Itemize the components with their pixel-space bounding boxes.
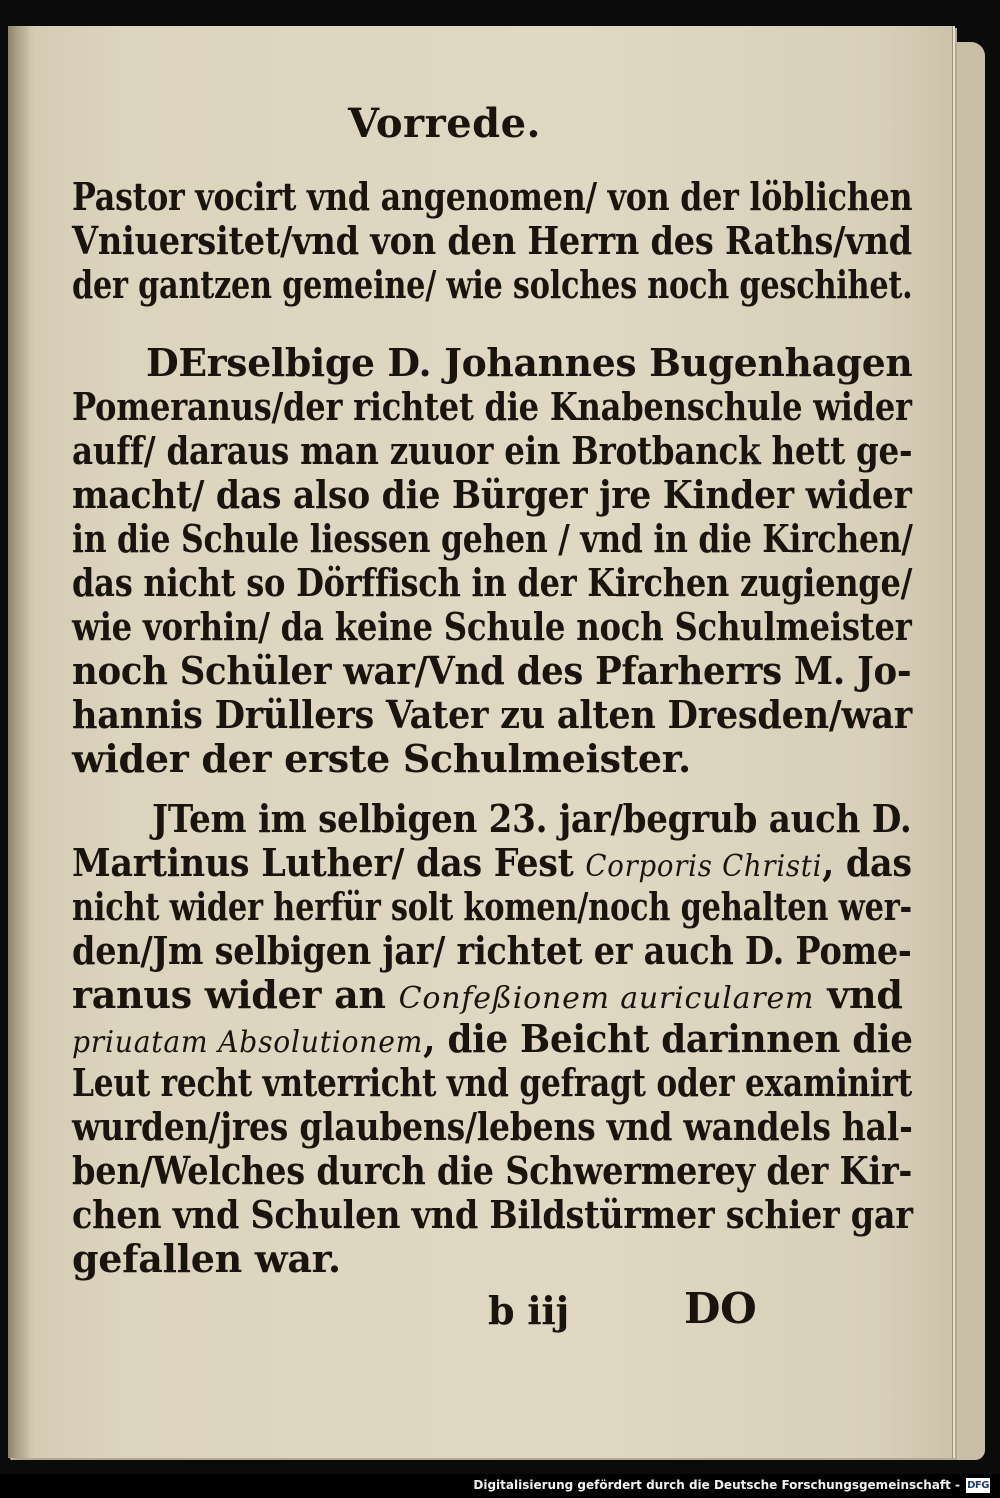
text-line-mixed	[72, 1016, 913, 1061]
latin-phrase: Corporis Christi	[585, 849, 823, 884]
text-line: gefallen war.	[72, 1236, 341, 1281]
text-line: wurden/jres glaubens/lebens vnd wandels hal-	[72, 1104, 913, 1149]
text-line: das nicht so Dörffisch in der Kirchen zugienge/	[72, 560, 913, 605]
text-line: Pomeranus/der richtet die Knabenschule wider	[72, 384, 912, 429]
text-line: wider der erste Schulmeister.	[72, 736, 691, 781]
signature-mark: b iij	[488, 1288, 569, 1333]
text-line-mixed	[72, 972, 903, 1017]
dfg-logo-icon: DFG	[967, 1480, 989, 1491]
text-segment: , die Beicht darinnen die	[423, 1016, 913, 1061]
page-header: Vorrede.	[348, 100, 541, 147]
text-line: in die Schule liessen gehen / vnd in die Kirchen/	[72, 516, 913, 561]
latin-phrase: Confeßionem auricularem	[398, 981, 815, 1016]
text-line: nicht wider herfür solt komen/noch gehalten wer-	[72, 884, 912, 929]
text-line: der gantzen gemeine/ wie solches noch geschihet.	[72, 262, 913, 307]
text-line: macht/ das also die Bürger jre Kinder wider	[72, 472, 912, 517]
text-line: chen vnd Schulen vnd Bildstürmer schier gar	[72, 1192, 913, 1237]
text-segment: ranus wider an	[72, 972, 386, 1017]
text-line: noch Schüler war/Vnd des Pfarherrs M. Jo-	[72, 648, 912, 693]
footer-credit: Digitalisierung gefördert durch die Deutsche Forschungsgemeinschaft -	[473, 1478, 960, 1492]
text-segment: , das	[822, 840, 912, 885]
text-line: DErselbige D. Johannes Bugenhagen	[146, 340, 913, 385]
text-line: Pastor vocirt vnd angenomen/ von der löblichen	[72, 174, 913, 219]
book-page	[8, 26, 952, 1458]
catchword: DO	[684, 1284, 757, 1333]
footer-bar	[0, 1474, 1000, 1498]
text-segment: Martinus Luther/ das Fest	[72, 840, 574, 885]
text-line: den/Jm selbigen jar/ richtet er auch D. Pome-	[72, 928, 912, 973]
text-line: hannis Drüllers Vater zu alten Dresden/war	[72, 692, 913, 737]
text-line: Vniuersitet/vnd von den Herrn des Raths/vnd	[72, 218, 912, 263]
text-segment: vnd	[827, 972, 903, 1017]
text-line: JTem im selbigen 23. jar/begrub auch D.	[152, 796, 912, 841]
text-line: wie vorhin/ da keine Schule noch Schulmeister	[72, 604, 912, 649]
text-line-mixed	[72, 840, 912, 885]
text-line: Leut recht vnterricht vnd gefragt oder examinirt	[72, 1060, 912, 1105]
text-line: auff/ daraus man zuuor ein Brotbanck hett ge-	[72, 428, 913, 473]
text-line: ben/Welches durch die Schwermerey der Kir-	[72, 1148, 913, 1193]
latin-phrase: priuatam Absolutionem	[72, 1025, 424, 1060]
